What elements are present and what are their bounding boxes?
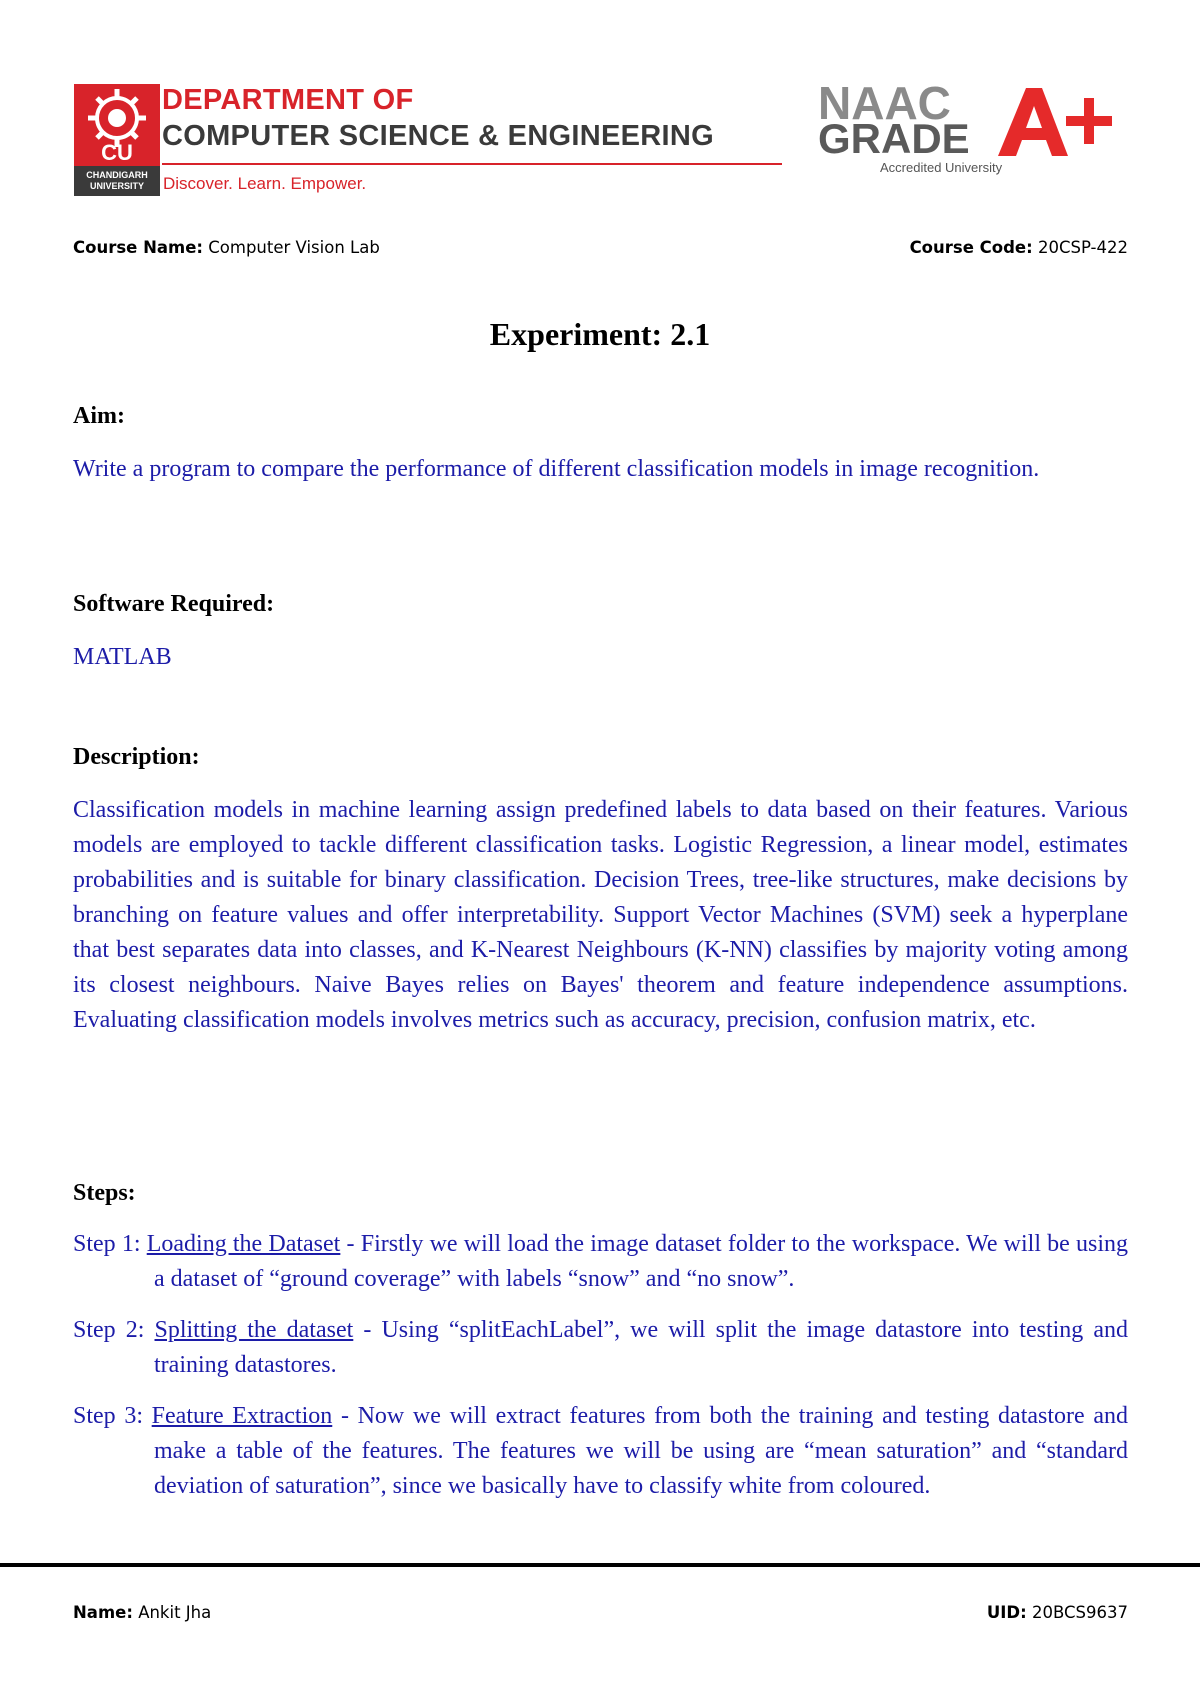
aim-text: Write a program to compare the performance of different classification models in image recognition.: [73, 456, 1040, 482]
course-code-value: 20CSP-422: [1037, 238, 1128, 257]
student-uid-label: UID:: [986, 1603, 1027, 1622]
cu-logo-subtext: CHANDIGARH UNIVERSITY: [86, 170, 148, 191]
step-text: - Now we will extract features from both the training and testing datastore and make a table of the features. The features we will be using are “mean saturation” and “standard deviation of saturation”, since we basically have to classify white from coloured.: [154, 1403, 1128, 1499]
naac-text: NAAC: [818, 77, 951, 129]
software-heading: Software Required:: [73, 591, 275, 617]
step-prefix: Step 3:: [73, 1403, 143, 1429]
step-prefix: Step 2:: [73, 1317, 145, 1343]
step-text: - Using “splitEachLabel”, we will split the image datastore into testing and training datastores.: [154, 1317, 1129, 1378]
course-name: [73, 238, 380, 257]
step-item: [73, 1399, 1128, 1504]
student-name-value: Ankit Jha: [138, 1603, 212, 1622]
step-item: [73, 1227, 1128, 1297]
department-line-1: DEPARTMENT OF: [162, 84, 414, 116]
course-code: [910, 238, 1128, 257]
department-tagline: Discover. Learn. Empower.: [163, 174, 367, 193]
step-item: [73, 1313, 1128, 1383]
step-text: - Firstly we will load the image dataset folder to the workspace. We will be using a dataset of “ground coverage” with labels “snow” and “no snow”.: [154, 1231, 1129, 1292]
description-text: Classification models in machine learning assign predefined labels to data based on their features. Various models are employed to tackle different classification tasks. Logistic Regression, a linear model, estimates probabilities and is suitable for binary classification. Decision Trees, tree-like structures, make decisions by branching on feature values and offer interpretability. Support Vector Machines (SVM) seek a hyperplane that best separates data into classes, and K-Nearest Neighbours (K-NN) classifies by majority voting among its closest neighbours. Naive Bayes relies on Bayes' theorem and feature independence assumptions. Evaluating classification models involves metrics such as accuracy, precision, confusion matrix, etc.: [73, 797, 1128, 1033]
footer-divider: [0, 1563, 1200, 1567]
accredited-text: Accredited University: [880, 160, 1003, 175]
step-title: Feature Extraction: [151, 1403, 333, 1429]
software-text: MATLAB: [73, 644, 172, 670]
naac-a-plus-icon: [992, 84, 1116, 160]
department-divider: [162, 163, 782, 165]
step-prefix: Step 1:: [73, 1231, 141, 1257]
step-title: Loading the Dataset: [146, 1231, 341, 1257]
step-title: Splitting the dataset: [154, 1317, 354, 1343]
course-name-label: Course Name:: [73, 238, 204, 257]
course-name-value: Computer Vision Lab: [208, 238, 380, 257]
experiment-title: Experiment: 2.1: [489, 316, 711, 352]
description-heading: Description:: [73, 744, 200, 770]
aim-heading: Aim:: [73, 403, 125, 429]
steps-heading: Steps:: [73, 1180, 136, 1206]
department-line-2: COMPUTER SCIENCE & ENGINEERING: [162, 120, 714, 152]
grade-text: GRADE: [818, 115, 970, 162]
cu-logo-text: CU: [101, 140, 133, 165]
student-uid-value: 20BCS9637: [1031, 1603, 1128, 1622]
student-name-label: Name:: [73, 1603, 133, 1622]
course-code-label: Course Code:: [909, 238, 1033, 257]
student-name: [73, 1603, 211, 1622]
student-uid: [987, 1603, 1128, 1622]
cu-logo: [74, 84, 160, 196]
